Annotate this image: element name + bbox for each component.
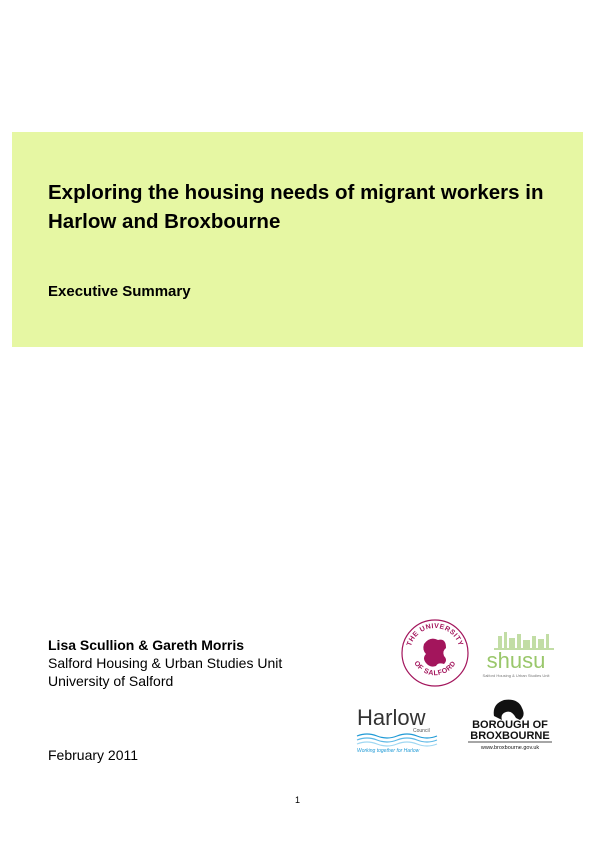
horse-head-icon <box>494 700 524 720</box>
shusu-wordmark: shusu <box>486 648 546 673</box>
borough-of-broxbourne-logo <box>464 696 556 752</box>
salford-ring-top: THE UNIVERSITY <box>406 622 464 648</box>
harlow-council-label: Council <box>413 728 430 734</box>
lion-crest-icon <box>423 639 446 667</box>
shusu-logo <box>474 628 558 680</box>
author-block <box>48 636 282 690</box>
publication-date: February 2011 <box>48 747 139 763</box>
harlow-tagline: Working together for Harlow <box>357 748 420 754</box>
water-waves-icon <box>357 734 437 746</box>
broxbourne-line1: BOROUGH OF <box>472 719 548 731</box>
broxbourne-url: www.broxbourne.gov.uk <box>480 745 540 751</box>
author-names: Lisa Scullion & Gareth Morris <box>48 637 245 653</box>
document-title: Exploring the housing needs of migrant workers in Harlow and Broxbourne <box>48 181 544 233</box>
salford-ring-bottom: OF SALFORD <box>412 660 458 678</box>
harlow-wordmark: Harlow <box>357 705 426 730</box>
title-banner <box>12 132 583 347</box>
page-number: 1 <box>294 795 300 805</box>
broxbourne-line2: BROXBOURNE <box>470 730 550 742</box>
author-university: University of Salford <box>48 673 174 689</box>
harlow-council-logo <box>355 704 445 754</box>
shusu-tagline: Salford Housing & Urban Studies Unit <box>482 673 550 678</box>
document-subtitle: Executive Summary <box>48 283 191 300</box>
university-of-salford-logo <box>400 618 470 688</box>
author-unit: Salford Housing & Urban Studies Unit <box>48 655 283 671</box>
